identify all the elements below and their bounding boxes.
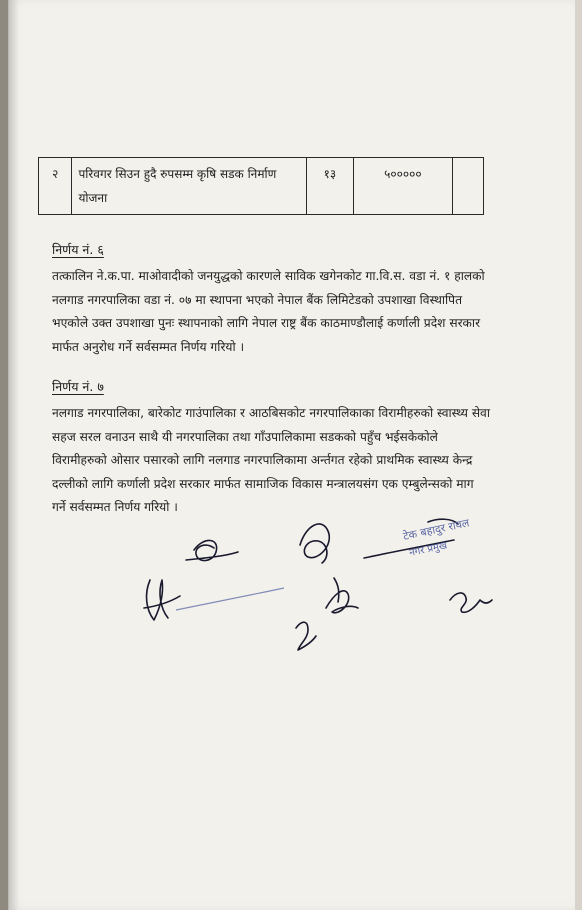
decision-6-line: तत्कालिन ने.क.पा. माओवादीको जनयुद्धको कारणले साविक खगेनकोट गा.वि.स. वडा नं. १ हालको — [52, 269, 485, 283]
scan-left-edge — [0, 0, 8, 910]
table-row — [39, 158, 484, 215]
remark-cell — [452, 158, 483, 215]
stamp-line-1: टेक बहादुर रावल — [401, 516, 471, 543]
decision-7-line: सहज सरल वनाउन साथै यी नगरपालिका तथा गाँउपालिकामा सडकको पहुँच भईसकेकोले — [52, 429, 438, 444]
project-title-line-2: योजना — [78, 191, 108, 205]
decision-7-line: नलगाड नगरपालिका, बारेकोट गाउंपालिका र आठबिसकोट नगरपालिकाका विरामीहरुको स्वास्थ्य सेवा — [52, 406, 490, 420]
decision-6-line: भएकोले उक्त उपशाखा पुनः स्थापनाको लागि नेपाल राष्ट्र बैंक काठमाण्डौलाई कर्णाली प्रदेश सरकार — [52, 316, 481, 330]
decision-7-line: गर्ने सर्वसम्मत निर्णय गरियो । — [52, 500, 178, 514]
signature-3 — [300, 524, 329, 563]
decision-6-line: नलगाड नगरपालिका वडा नं. ०७ मा स्थापना भएको नेपाल बैंक लिमिटेडको उपशाखा विस्थापित — [52, 292, 463, 307]
stamp-smudge — [176, 588, 284, 610]
project-title-line-1: परिवगर सिउन हुदै रुपसम्म कृषि सडक निर्माण — [78, 167, 277, 181]
decision-6-heading: निर्णय नं. ६ — [52, 242, 104, 257]
signature-2 — [144, 580, 180, 620]
decision-7-line: दल्लीको लागि कर्णाली प्रदेश सरकार मार्फत सामाजिक विकास मन्त्रालयसंग एक एम्बुलेन्सको माग — [52, 476, 474, 491]
signature-5 — [326, 578, 358, 613]
budget-table — [38, 157, 484, 215]
signatures-area — [8, 500, 574, 680]
decision-6-paragraph — [52, 265, 532, 359]
decision-7-heading: निर्णय नं. ७ — [52, 379, 104, 394]
decision-7-line: विरामीहरुको ओसार पसारको लागि नलगाड नगरपालिकामा अर्न्तगत रहेको प्राथमिक स्वास्थ्य केन्द्र — [52, 453, 473, 467]
serial-number-cell: २ — [39, 158, 72, 215]
decision-6-line: मार्फत अनुरोध गर्ने सर्वसम्मत निर्णय गरियो । — [52, 339, 245, 354]
signature-7 — [450, 593, 492, 612]
amount-cell: ५००००० — [354, 158, 452, 215]
page-fold-shadow — [9, 0, 19, 910]
signature-6 — [296, 622, 316, 650]
count-cell: १३ — [306, 158, 354, 215]
signature-1 — [186, 540, 238, 560]
stamp-line-2: नगर प्रमुख — [408, 540, 449, 559]
project-title-cell — [72, 158, 306, 215]
